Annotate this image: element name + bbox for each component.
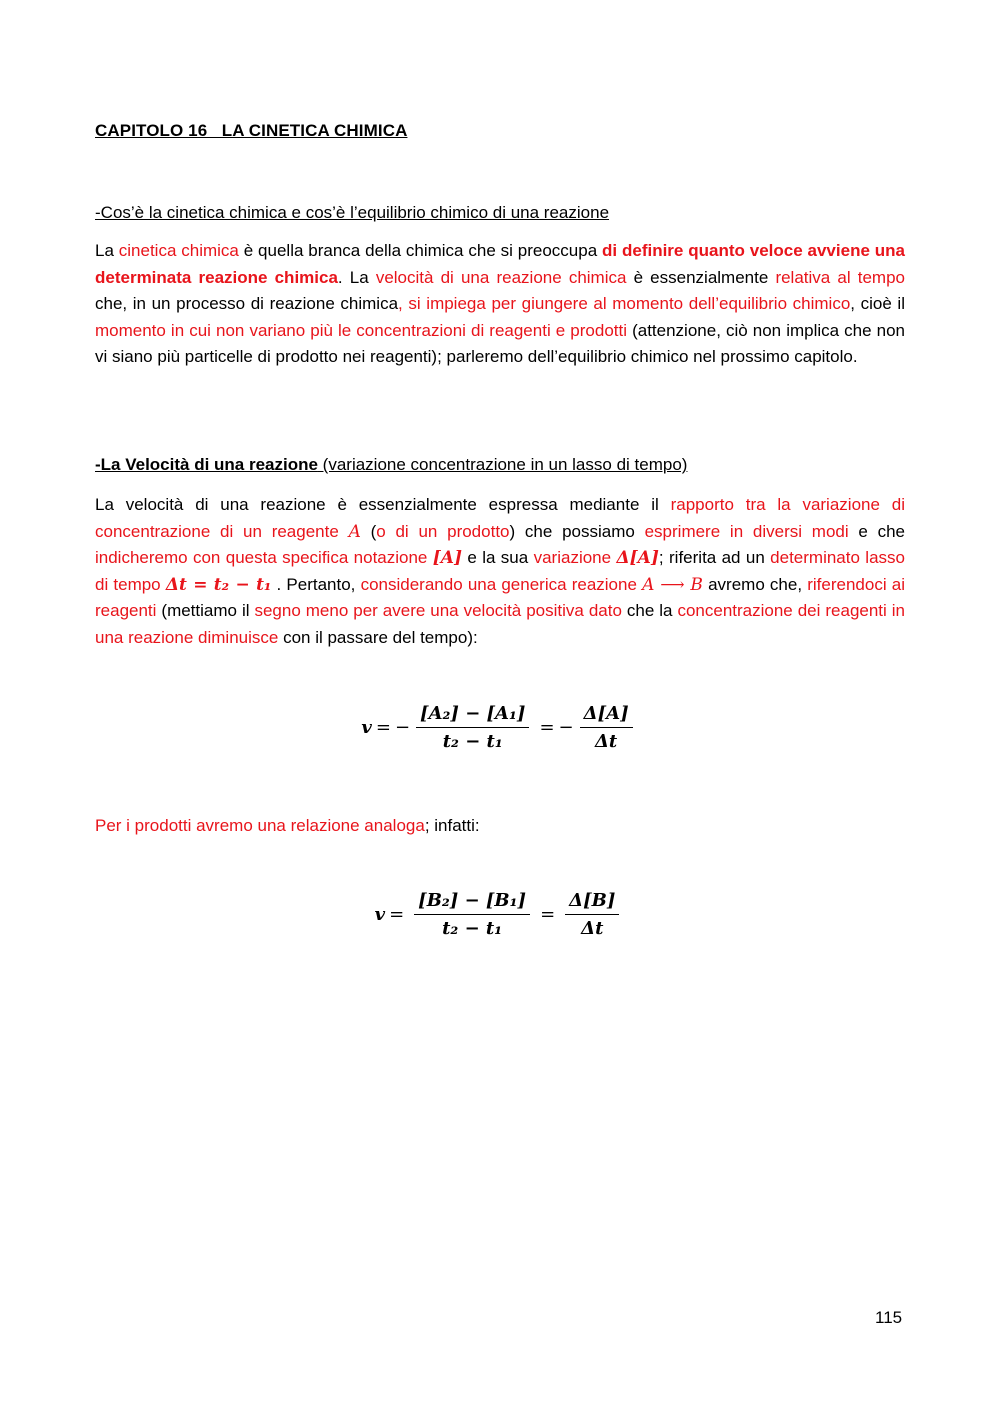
math-symbol: Δ[A] bbox=[616, 548, 659, 568]
highlight-bold-text: di definire quanto veloce avviene una determinata reazione chimica bbox=[95, 241, 905, 287]
text-run: avremo che, bbox=[702, 574, 808, 594]
eq-equals: = bbox=[540, 904, 556, 925]
section-heading-velocity bbox=[95, 455, 687, 475]
highlight-text: cinetica chimica bbox=[118, 241, 239, 260]
text-run: ; infatti: bbox=[424, 816, 480, 835]
highlight-text: relativa al tempo bbox=[775, 267, 905, 287]
text-run: ; riferita ad un bbox=[658, 548, 771, 567]
eq-denominator: Δt bbox=[581, 918, 604, 939]
eq-numerator: [B₂] − [B₁] bbox=[414, 890, 530, 915]
eq-numerator: Δ[A] bbox=[580, 703, 633, 728]
math-symbol: [A] bbox=[432, 548, 463, 568]
highlight-text: considerando una generica reazione bbox=[360, 574, 643, 594]
heading-bold: -La Velocità di una reazione bbox=[95, 455, 318, 474]
eq-denominator: t₂ − t₁ bbox=[442, 731, 503, 752]
math-symbol: Δt = t₂ − t₁ bbox=[165, 574, 272, 595]
highlight-text: variazione bbox=[533, 548, 617, 567]
page-number: 115 bbox=[875, 1308, 903, 1327]
text-run: . Pertanto, bbox=[271, 574, 361, 594]
eq-equals: = bbox=[375, 717, 391, 738]
text-run: che la bbox=[621, 601, 678, 620]
math-symbol: A bbox=[348, 521, 361, 542]
chapter-title: CAPITOLO 16 LA CINETICA CHIMICA bbox=[95, 121, 408, 140]
text-run: . La bbox=[337, 267, 376, 287]
eq-fraction bbox=[414, 890, 530, 939]
eq-fraction bbox=[416, 703, 529, 752]
text-run: (attenzione, ciò non implica che non vi siano più particelle di prodotto nei reagenti); parleremo dell’equilibrio chimico nel prossimo capitolo. bbox=[95, 320, 905, 366]
text-run: e la sua bbox=[462, 548, 534, 567]
text-run: e che bbox=[848, 521, 906, 541]
eq-fraction bbox=[580, 703, 633, 752]
highlight-text: determinato lasso di tempo bbox=[95, 548, 905, 594]
highlight-text: indicheremo con questa specifica notazione bbox=[95, 548, 433, 567]
highlight-text: o di un prodotto bbox=[376, 521, 510, 541]
eq-equals: = bbox=[539, 717, 555, 738]
eq-fraction bbox=[565, 890, 619, 939]
heading-rest: (variazione concentrazione in un lasso di tempo) bbox=[317, 455, 688, 474]
math-symbol: A ⟶ B bbox=[642, 574, 703, 595]
highlight-text: momento in cui non variano più le concentrazioni di reagenti e prodotti bbox=[95, 320, 628, 340]
highlight-text: Per i prodotti avremo una relazione analoga bbox=[95, 816, 425, 835]
equation-reactant-rate bbox=[0, 703, 1000, 752]
text-run: ( bbox=[360, 521, 377, 541]
text-run: , cioè il bbox=[850, 294, 905, 313]
text-run: è essenzialmente bbox=[626, 267, 776, 287]
eq-minus: − bbox=[394, 717, 411, 738]
eq-numerator: Δ[B] bbox=[565, 890, 619, 915]
eq-numerator: [A₂] − [A₁] bbox=[416, 703, 529, 728]
highlight-text: rapporto tra la variazione di concentrazione di un reagente bbox=[95, 495, 905, 541]
highlight-text: riferendoci ai reagenti bbox=[95, 574, 905, 620]
text-run: La velocità di una reazione è essenzialmente espressa mediante il bbox=[95, 495, 671, 514]
eq-lhs: v bbox=[374, 904, 386, 925]
paragraph-kinetics-definition bbox=[95, 238, 905, 371]
eq-denominator: Δt bbox=[594, 731, 618, 752]
highlight-text: velocità di una reazione chimica bbox=[375, 267, 627, 287]
text-run: è quella branca della chimica che si preoccupa bbox=[238, 241, 603, 260]
text-run: che, in un processo di reazione chimica bbox=[95, 294, 399, 313]
eq-equals: = bbox=[389, 904, 405, 925]
text-run: con il passare del tempo): bbox=[278, 627, 478, 647]
highlight-text: concentrazione dei reagenti in una reazione diminuisce bbox=[95, 601, 906, 647]
text-run: La bbox=[95, 241, 119, 260]
eq-minus: − bbox=[558, 717, 574, 738]
highlight-text: , si impiega per giungere al momento dell’equilibrio chimico bbox=[398, 294, 851, 313]
eq-lhs: v bbox=[361, 717, 372, 738]
text-run: (mettiamo il bbox=[156, 601, 255, 620]
paragraph-velocity bbox=[95, 492, 905, 651]
text-run: ) che possiamo bbox=[509, 521, 645, 541]
highlight-text: segno meno per avere una velocità positiva dato bbox=[254, 601, 622, 620]
highlight-text: esprimere in diversi modi bbox=[644, 521, 849, 541]
section-heading-kinetics: -Cos’è la cinetica chimica e cos’è l’equilibrio chimico di una reazione bbox=[95, 203, 610, 222]
eq-denominator: t₂ − t₁ bbox=[442, 918, 503, 939]
paragraph-products bbox=[95, 813, 905, 840]
equation-product-rate bbox=[0, 890, 1000, 939]
